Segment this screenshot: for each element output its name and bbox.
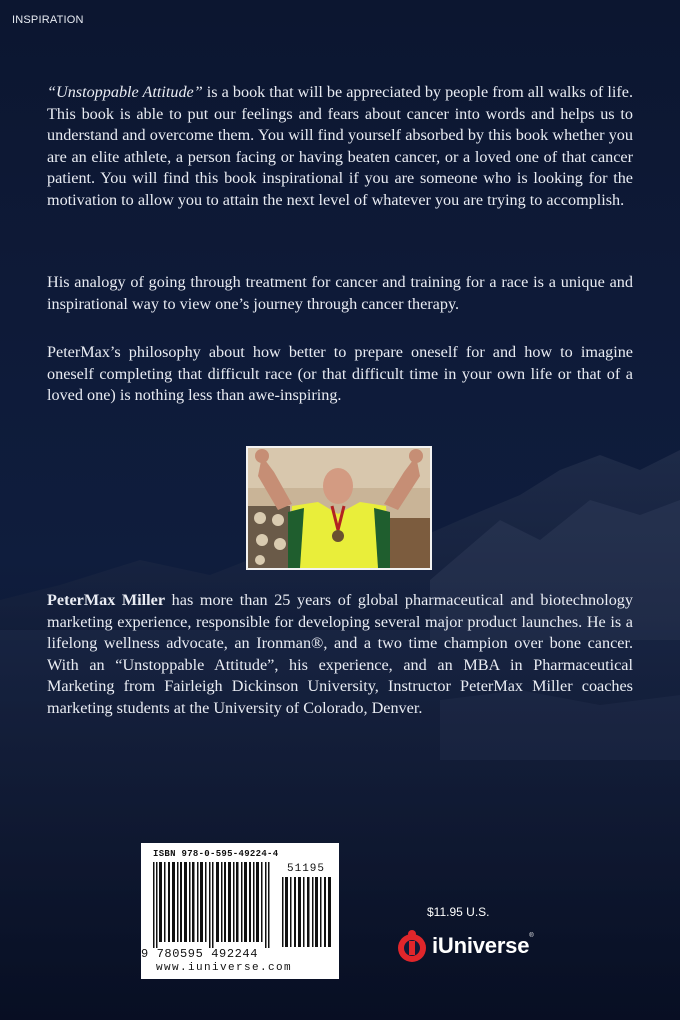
genre-label: INSPIRATION bbox=[12, 14, 84, 26]
description-paragraph-3: PeterMax’s philosophy about how better to prepare oneself for and how to imagine oneself completing that difficult race (or that difficult time in your own life or that of a loved one) is nothing less than awe-inspiring. bbox=[47, 343, 633, 404]
description-paragraph-2: His analogy of going through treatment for cancer and training for a race is a unique and inspirational way to view one’s journey through cancer therapy. bbox=[47, 273, 633, 313]
publisher-logo bbox=[396, 928, 534, 964]
ean-digits: 9 780595 492244 bbox=[141, 947, 259, 961]
publisher-name: iUniverse® bbox=[432, 933, 534, 958]
book-title: “Unstoppable Attitude” bbox=[47, 83, 203, 101]
description-text-1: is a book that will be appreciated by people from all walks of life. This book is able to put our feelings and fears about cancer into words and helps us to understand and overcome them. You will find yourself absorbed by this book whether you are an elite athlete, a person facing or having beaten cancer, or a loved one of that cancer patient. You will find this book inspirational if you are someone who is looking for the motivation to allow you to attain the next level of whatever you are trying to accomplish. bbox=[47, 83, 633, 209]
author-bio-text: has more than 25 years of global pharmaceutical and biotechnology marketing experience, responsible for developing several major product launches. He is a lifelong wellness advocate, an Ironman®, and a two time champion over bone cancer. With an “Unstoppable Attitude”, his experience, and an MBA in Pharmaceutical Marketing from Fairleigh Dickinson University, Instructor PeterMax Miller coaches marketing students at the University of Colorado, Denver. bbox=[47, 591, 633, 717]
trademark-symbol: ® bbox=[529, 933, 534, 939]
description-paragraph-1 bbox=[47, 82, 633, 211]
author-name: PeterMax Miller bbox=[47, 591, 166, 609]
author-photo bbox=[246, 446, 432, 570]
ean-barcode bbox=[149, 862, 279, 948]
price-code: 51195 bbox=[287, 863, 326, 875]
isbn-label: ISBN 978-0-595-49224-4 bbox=[153, 849, 279, 859]
author-bio bbox=[47, 590, 633, 719]
iuniverse-logo-icon bbox=[396, 929, 428, 963]
publisher-website: www.iuniverse.com bbox=[156, 962, 293, 974]
barcode-panel bbox=[141, 843, 339, 979]
book-price: $11.95 U.S. bbox=[427, 905, 490, 919]
price-addon-barcode bbox=[281, 877, 333, 947]
